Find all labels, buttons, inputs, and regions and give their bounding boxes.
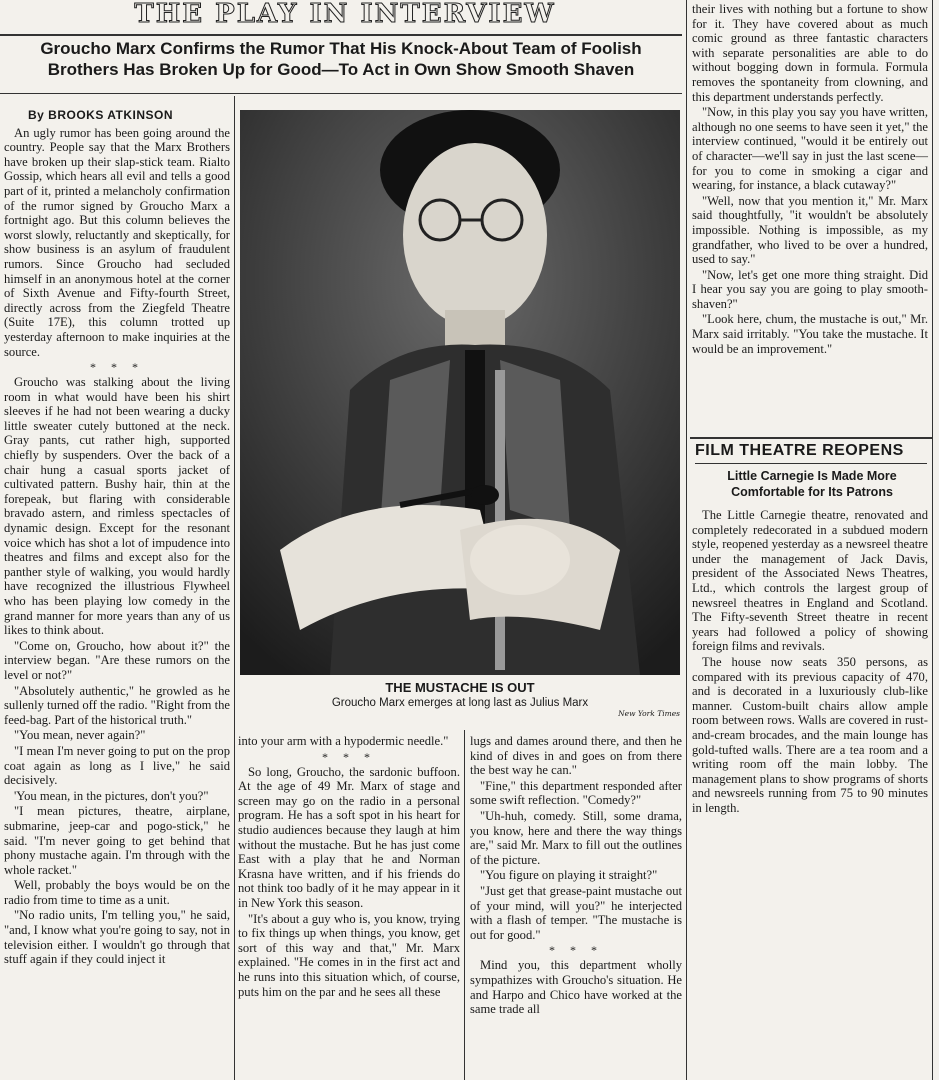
section-stars: * * * [90, 360, 144, 375]
portrait-image [240, 110, 680, 675]
section-stars-3: * * * [549, 943, 603, 958]
col3-para-2: "Fine," this department responded after some swift reflection. "Comedy?" [470, 778, 682, 808]
col3-para-5: "Just get that grease-paint mustache out of your mind, will you?" he interjected with a flash of temper. "The mustache is out for good." [470, 883, 682, 942]
col1-para-6: "I mean I'm never going to put on the prop coat again as long as I live," he said decisively. [4, 743, 230, 788]
headline: THE PLAY IN INTERVIEW [134, 0, 556, 29]
film-article [692, 508, 928, 816]
col4-para-2: "Now, in this play you say you have written, although no one seems to have seen it yet," the interview continued, "would it be entirely out of character—we'll say in just the last scene—for you to come in smoking a cigar and wearing, for instance, a black cutaway?" [692, 105, 928, 193]
col1-para-1: An ugly rumor has been going around the country. People say that the Marx Brothers have broken up their slap-stick team. Rialto Gossip, which hears all evil and tells a good part of it, printed a melancholy confirmation of the rumor signed by Groucho Marx a fortnight ago. But this column believes the worst slowly, reluctantly and skeptically, for show business is an asylum of fraudulent rumors. Since Groucho had secluded himself in an anonymous hotel at the corner of Sixth Avenue and Fifty-fourth Street, directly across from the Ziegfeld Theatre (Suite 17E), this column trotted up yesterday afternoon to make inquiries at the source. [4, 125, 230, 359]
article-column-3 [470, 734, 682, 1018]
photo-caption-title: THE MUSTACHE IS OUT [385, 680, 535, 695]
film-top-rule [690, 437, 932, 439]
col4-para-4: "Now, let's get one more thing straight. Did I hear you say you are going to play smooth-shaven?" [692, 267, 928, 311]
headline-rule [0, 34, 682, 36]
col4-para-3: "Well, now that you mention it," Mr. Marx said thoughtfully, "it wouldn't be absolutely impossible. Nothing is impossible, as my grandfather, who lived to be over a hundred, used to say." [692, 193, 928, 267]
section-stars-2: * * * [322, 749, 376, 764]
col1-para-2: Groucho was stalking about the living room in what would have been his shirt sleeves if he had not been wearing a ducky little sweater cutely buttoned at the neck. Gray pants, cut rather high, supported chiefly by suspenders. Over the back of a chair hung a casual sports jacket of cultivated pattern. Bushy hair, thin at the forepeak, but flaring with considerable bravado astern, and rimless spectacles of dynamic design. Except for the resonant voice which has shot a lot of impudence into theatres and films and except also for the panther style of walking, you would hardly have recognized the illustrious Flywheel who has been playing low comedy in the grand manner for more years than any of us likes to think about. [4, 375, 230, 638]
col3-para-4: "You figure on playing it straight?" [480, 868, 658, 883]
deck-line-2: Brothers Has Broken Up for Good—To Act in Own Show Smooth Shaven [47, 60, 635, 79]
col3-para-6: Mind you, this department wholly sympathizes with Groucho's situation. He and Harpo and Chico have worked at the same trade all [470, 958, 682, 1017]
col1-para-4: "Absolutely authentic," he growled as he sullenly turned off the radio. "Right from the feed-bag. Part of the historical truth." [4, 683, 230, 727]
photo-caption: Groucho Marx emerges at long last as Julius Marx [331, 697, 589, 709]
col3-para-1: lugs and dames around there, and then he kind of dives in and goes on from there the best way he can." [470, 734, 682, 778]
deck-line-1: Groucho Marx Confirms the Rumor That His Knock-About Team of Foolish [40, 39, 642, 58]
article-column-4 [692, 2, 928, 357]
col1-para-9: Well, probably the boys would be on the radio from time to time as a unit. [4, 878, 230, 907]
column-rule-3 [464, 730, 465, 1080]
article-column-1 [4, 108, 230, 968]
article-column-2 [238, 734, 460, 1000]
col2-para-3: "It's about a guy who is, you know, trying to fix things up when things, you know, get sort of this way and that," Mr. Marx explained. "He comes in in the first act and he runs into this situation which, of course, puts him on the par and he sees all these [238, 911, 460, 999]
col4-para-1: their lives with nothing but a fortune to show for it. They have covered about as much comic ground as three fantastic characters with separate personalities are able to do without bogging down in formula. Formula removes the spontaneity from clowning, and this department understands perfectly. [692, 2, 928, 104]
column-rule-4 [932, 0, 933, 1080]
film-headline: FILM THEATRE REOPENS [695, 442, 904, 459]
col4-para-5: "Look here, chum, the mustache is out," Mr. Marx said irritably. "You take the mustache. It would be an improvement." [692, 312, 928, 356]
col1-para-5: "You mean, never again?" [14, 728, 146, 743]
film-subhead-line-2: Comfortable for Its Patrons [731, 485, 893, 499]
film-head-rule [695, 463, 927, 464]
film-para-2: The house now seats 350 persons, as compared with its previous capacity of 470, and is decorated in a luxuriously club-like manner. Custom-built chairs allow ample room between rows. Walls are covered in rust-and-cream brocades, and the main lounge has gold-tufted walls. There are a tea room and a writing room off the main lobby. The management plans to show programs of shorts and newsreels running from 75 to 90 minutes in length. [692, 654, 928, 815]
col1-para-7: 'You mean, in the pictures, don't you?" [14, 788, 209, 803]
film-subhead [695, 468, 929, 500]
deck-rule [0, 93, 682, 94]
groucho-photo [240, 110, 680, 675]
film-para-1: The Little Carnegie theatre, renovated and completely redecorated in a subdued modern style, reopened yesterday as a newsreel theatre under the management of Jack Davis, president of the Associated News Theatres, Ltd., which controls the largest group of newsreel theatres in England and Scotland. The Fifty-seventh Street theatre in recent years had followed a policy of showing foreign films and revivals. [692, 508, 928, 654]
photo-credit: New York Times [618, 709, 680, 718]
byline: By BROOKS ATKINSON [28, 108, 174, 122]
column-rule-2 [686, 0, 687, 1080]
col1-para-3: "Come on, Groucho, how about it?" the interview began. "Are these rumors on the level or not?" [4, 638, 230, 682]
col1-para-10: "No radio units, I'm telling you," he said, "and, I know what you're going to say, not in television either. I wouldn't go through that stuff again if they could inject it [4, 908, 230, 967]
col1-para-8: "I mean pictures, theatre, airplane, submarine, jeep-car and pogo-stick," he said. "I'm never going to get behind that phony mustache again. I'm through with the whole racket." [4, 804, 230, 877]
film-subhead-line-1: Little Carnegie Is Made More [727, 469, 897, 483]
column-rule-1 [234, 96, 235, 1080]
col2-para-1: into your arm with a hypodermic needle." [238, 734, 449, 748]
col2-para-2: So long, Groucho, the sardonic buffoon. At the age of 49 Mr. Marx of stage and screen may go on the radio in a personal program. He has a soft spot in his heart for studio audiences because they laugh at him without the mustache. But he has just come East with a play that he and Norman Krasna have written, and if his friends do not think too badly of it he may appear in it in New York this season. [238, 764, 460, 910]
col3-para-3: "Uh-huh, comedy. Still, some drama, you know, here and there the way things are," said Mr. Marx to fill out the outlines of the picture. [470, 808, 682, 867]
deck [0, 38, 682, 80]
